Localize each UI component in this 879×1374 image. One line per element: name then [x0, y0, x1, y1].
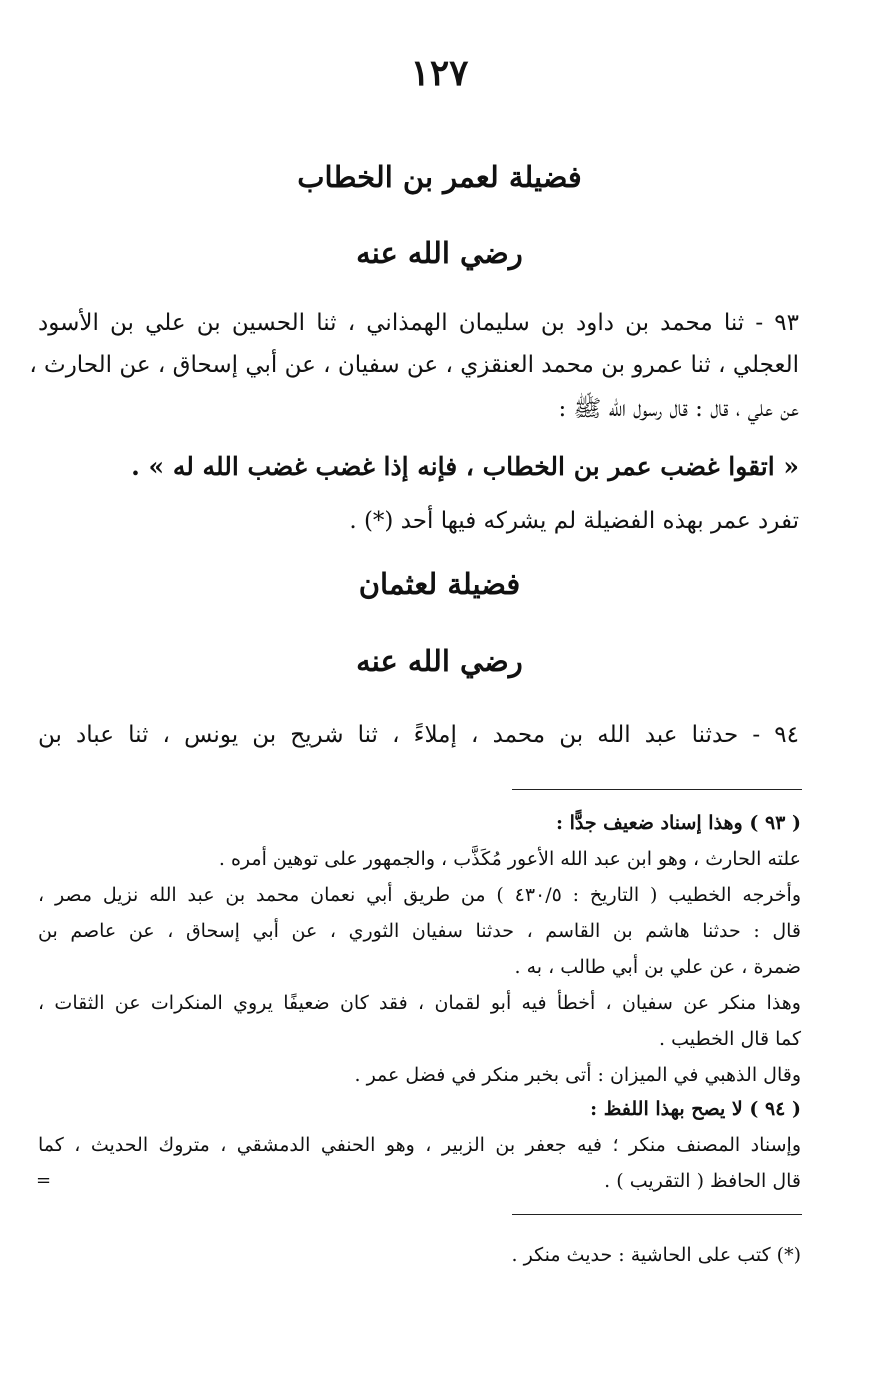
footnote-93-line-5: وهذا منكر عن سفيان ، أخطأ فيه أبو لقمان ، فقد كان ضعيفًا يروي المنكرات عن الثقات ، — [38, 992, 801, 1014]
hadith-93-line-1: ٩٣ - ثنا محمد بن داود بن سليمان الهمذاني ، ثنا الحسين بن علي بن الأسود — [38, 310, 799, 336]
hadith-93-note: تفرد عمر بهذه الفضيلة لم يشركه فيها أحد (*) . — [349, 508, 799, 534]
section-subtitle-umar: رضي الله عنه — [356, 236, 523, 270]
footnote-94-line-1: وإسناد المصنف منكر ؛ فيه جعفر بن الزبير ، وهو الحنفي الدمشقي ، متروك الحديث ، كما — [38, 1134, 801, 1156]
footnote-94-heading: ( ٩٤ ) لا يصح بهذا اللفظ : — [590, 1098, 801, 1120]
page-number: ١٢٧ — [410, 52, 469, 94]
footnote-93-heading: ( ٩٣ ) وهذا إسناد ضعيف جدًّا : — [555, 812, 801, 834]
footnote-94-line-2: قال الحافظ ( التقريب ) . — [604, 1170, 801, 1192]
hadith-93-quote: « اتقوا غضب عمر بن الخطاب ، فإنه إذا غضب غضب الله له » . — [131, 452, 799, 481]
hadith-94-line-1: ٩٤ - حدثنا عبد الله بن محمد ، إملاءً ، ثنا شريح بن يونس ، ثنا عباد بن — [38, 722, 799, 748]
continuation-mark: = — [36, 1170, 52, 1191]
margin-note: (*) كتب على الحاشية : حديث منكر . — [511, 1244, 801, 1266]
footnote-93-line-3: قال : حدثنا هاشم بن القاسم ، حدثنا سفيان الثوري ، عن أبي إسحاق ، عن عاصم بن — [38, 920, 801, 942]
margin-note-divider — [512, 1214, 802, 1215]
section-subtitle-uthman: رضي الله عنه — [356, 644, 523, 678]
footnote-divider — [512, 789, 802, 790]
hadith-93-line-2: العجلي ، ثنا عمرو بن محمد العنقزي ، عن سفيان ، عن أبي إسحاق ، عن الحارث ، — [29, 352, 799, 378]
hadith-93-line-3: عن علي ، قال : قال رسول الله ﷺ : — [558, 396, 799, 422]
footnote-93-line-6: كما قال الخطيب . — [659, 1028, 801, 1050]
footnote-93-line-1: علته الحارث ، وهو ابن عبد الله الأعور مُكَذَّب ، والجمهور على توهين أمره . — [218, 848, 801, 870]
section-title-umar: فضيلة لعمر بن الخطاب — [297, 160, 582, 194]
footnote-93-line-7: وقال الذهبي في الميزان : أتى بخبر منكر في فضل عمر . — [354, 1064, 801, 1086]
footnote-93-line-2: وأخرجه الخطيب ( التاريخ : ٤٣٠/٥ ) من طريق أبي نعمان محمد بن عبد الله نزيل مصر ، — [38, 884, 801, 906]
section-title-uthman: فضيلة لعثمان — [358, 567, 521, 601]
footnote-93-line-4: ضمرة ، عن علي بن أبي طالب ، به . — [514, 956, 801, 978]
